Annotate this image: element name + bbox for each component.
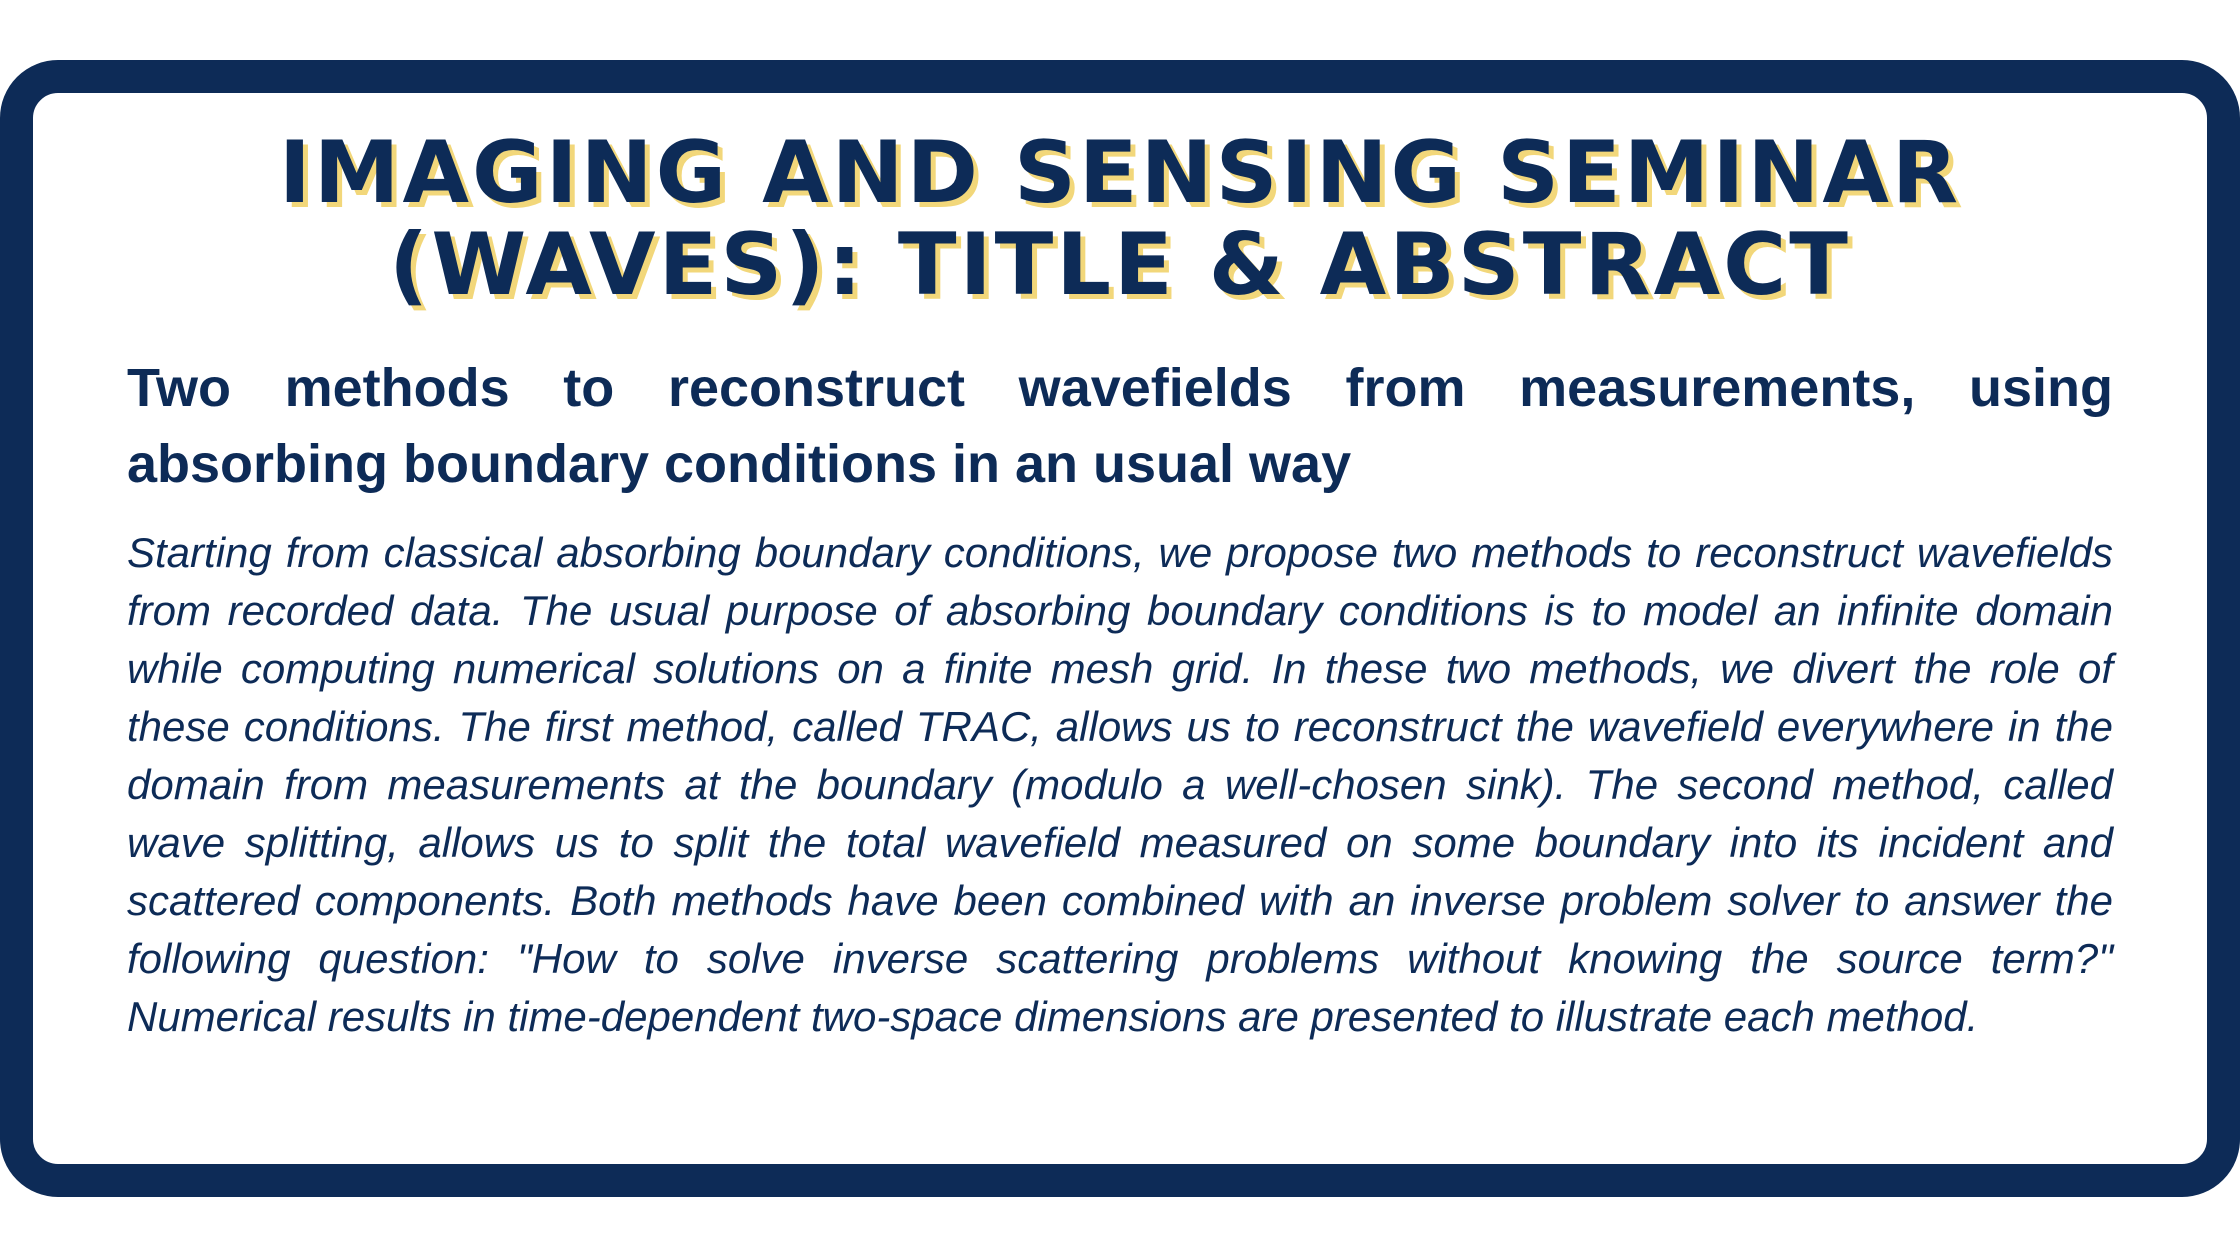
page-title: IMAGING AND SENSING SEMINAR (WAVES): TITLE & ABSTRACT (278, 123, 1962, 315)
talk-title: Two methods to reconstruct wavefields from measurements, using absorbing boundary conditions in an usual way (127, 358, 2113, 494)
abstract-text: Starting from classical absorbing boundary conditions, we propose two methods to reconstruct wavefields from recorded data. The usual purpose of absorbing boundary conditions is to model an infinite domain while computing numerical solutions on a finite mesh grid. In these two methods, we divert the role of these conditions. The first method, called TRAC, allows us to reconstruct the wavefield everywhere in the domain from measurements at the boundary (modulo a well-chosen sink). The second method, called wave splitting, allows us to split the total wavefield measured on some boundary into its incident and scattered components. Both methods have been combined with an inverse problem solver to answer the following question: "How to solve inverse scattering problems without knowing the source term?" Numerical results in time-dependent two-space dimensions are presented to illustrate each method. (127, 529, 2113, 1040)
